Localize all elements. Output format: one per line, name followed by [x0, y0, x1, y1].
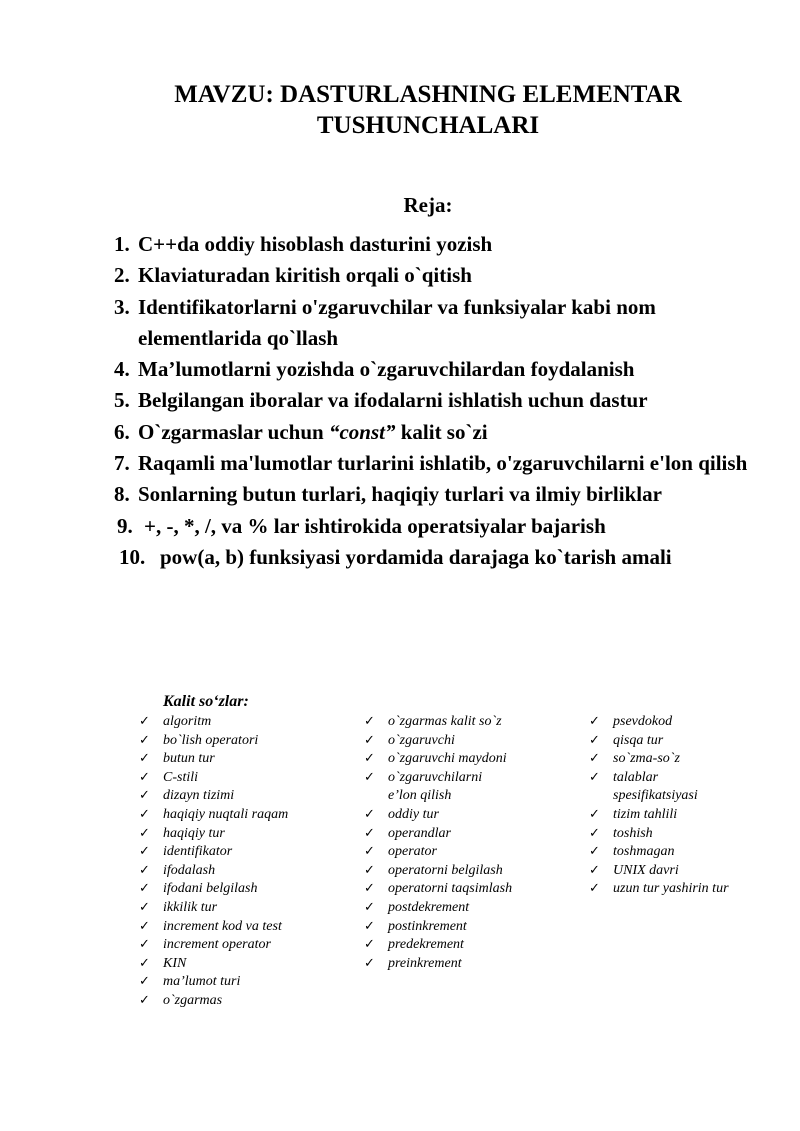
keywords-heading: Kalit so‘zlar:	[163, 693, 249, 710]
keyword-item	[364, 936, 514, 955]
keyword-text: dizayn tizimi	[163, 788, 235, 804]
check-mark-icon: ✓	[364, 751, 375, 767]
check-mark-icon: ✓	[589, 825, 600, 841]
keyword-text: psevdokod	[613, 714, 673, 729]
keyword-text: algoritm	[163, 714, 212, 729]
keyword-text: uzun tur yashirin tur	[613, 881, 729, 897]
keyword-text: operandlar	[388, 825, 451, 841]
keyword-text: talablar spesifikatsiyasi	[613, 769, 698, 804]
keyword-item	[139, 880, 309, 899]
check-mark-icon: ✓	[364, 769, 375, 785]
check-mark-icon: ✓	[589, 844, 600, 860]
const-keyword: “const”	[328, 419, 396, 444]
keyword-text: so`zma-so`z	[613, 751, 680, 767]
check-mark-icon: ✓	[139, 899, 150, 915]
keyword-item	[139, 732, 309, 751]
check-mark-icon: ✓	[589, 751, 600, 767]
check-mark-icon: ✓	[139, 751, 150, 767]
check-mark-icon: ✓	[364, 955, 375, 971]
keyword-item	[139, 713, 309, 732]
check-mark-icon: ✓	[139, 955, 150, 971]
keyword-text: predekrement	[388, 937, 464, 953]
keyword-item	[364, 918, 514, 937]
keyword-item	[364, 806, 514, 825]
keyword-item	[364, 769, 514, 806]
check-mark-icon: ✓	[139, 992, 150, 1008]
keyword-item	[364, 713, 514, 732]
keyword-item	[364, 825, 514, 844]
keyword-text: o`zgaruvchi	[388, 732, 455, 748]
keyword-item	[589, 825, 729, 844]
keyword-item	[589, 880, 729, 899]
keyword-item	[139, 806, 309, 825]
keyword-item	[139, 992, 309, 1011]
keyword-text: ikkilik tur	[163, 899, 218, 915]
check-mark-icon: ✓	[139, 974, 150, 990]
keyword-text: qisqa tur	[613, 732, 664, 748]
keyword-text: postdekrement	[388, 899, 470, 915]
keyword-item	[364, 955, 514, 974]
plan-item: 9. +, -, *, /, va % lar ishtirokida operatsiyalar bajarish	[117, 513, 606, 538]
keyword-item	[589, 750, 729, 769]
check-mark-icon: ✓	[589, 881, 600, 897]
keyword-text: bo`lish operatori	[163, 732, 259, 748]
keyword-text: ifodalash	[163, 862, 216, 878]
check-mark-icon: ✓	[364, 806, 375, 822]
plan-item: 2. Klaviaturadan kiritish orqali o`qitish	[114, 263, 472, 288]
check-mark-icon: ✓	[139, 881, 150, 897]
keyword-text: tizim tahlili	[613, 806, 678, 822]
plan-item: 7. Raqamli ma'lumotlar turlarini ishlatib, o'zgaruvchilarni e'lon qilish	[114, 451, 748, 476]
keyword-item	[589, 862, 729, 881]
title-line-1: MAVZU: DASTURLASHNING ELEMENTAR	[174, 81, 682, 108]
keyword-text: o`zgarmas kalit so`z	[388, 714, 502, 729]
check-mark-icon: ✓	[364, 844, 375, 860]
plan-item: 6. O`zgarmaslar uchun “const” kalit so`zi	[114, 419, 488, 444]
keyword-text: butun tur	[163, 751, 215, 767]
check-mark-icon: ✓	[364, 862, 375, 878]
keywords-column-2	[364, 713, 514, 973]
keyword-item	[589, 769, 729, 806]
keyword-item	[139, 918, 309, 937]
keyword-text: increment operator	[163, 937, 271, 953]
keyword-item	[589, 806, 729, 825]
keyword-text: toshmagan	[613, 844, 675, 860]
keyword-item	[139, 862, 309, 881]
keyword-item	[364, 750, 514, 769]
keyword-item	[364, 862, 514, 881]
check-mark-icon: ✓	[139, 918, 150, 934]
check-mark-icon: ✓	[589, 769, 600, 785]
plan-list	[114, 229, 764, 573]
check-mark-icon: ✓	[139, 937, 150, 953]
check-mark-icon: ✓	[364, 732, 375, 748]
plan-item: 4. Ma’lumotlarni yozishda o`zgaruvchilardan foydalanish	[114, 357, 635, 382]
keyword-text: o`zgaruvchi maydoni	[388, 751, 507, 767]
keyword-item	[139, 936, 309, 955]
plan-item: 10. pow(a, b) funksiyasi yordamida darajaga ko`tarish amali	[119, 544, 672, 569]
keyword-item	[589, 713, 729, 732]
keyword-text: o`zgarmas	[163, 992, 223, 1008]
check-mark-icon: ✓	[364, 937, 375, 953]
keywords-column-1	[139, 713, 309, 1011]
plan-item: 5. Belgilangan iboralar va ifodalarni ishlatish uchun dastur	[114, 388, 648, 413]
check-mark-icon: ✓	[364, 918, 375, 934]
keyword-item	[364, 843, 514, 862]
check-mark-icon: ✓	[589, 862, 600, 878]
keyword-item	[364, 899, 514, 918]
keyword-text: oddiy tur	[388, 806, 439, 822]
keyword-item	[139, 843, 309, 862]
check-mark-icon: ✓	[139, 714, 150, 729]
check-mark-icon: ✓	[589, 732, 600, 748]
keyword-text: ifodani belgilash	[163, 881, 258, 897]
check-mark-icon: ✓	[364, 899, 375, 915]
keyword-text: UNIX davri	[613, 862, 679, 878]
check-mark-icon: ✓	[139, 862, 150, 878]
page-title	[100, 79, 756, 141]
keyword-item	[139, 899, 309, 918]
keyword-text: increment kod va test	[163, 918, 282, 934]
keyword-text: KIN	[163, 955, 187, 971]
keyword-text: postinkrement	[388, 918, 467, 934]
check-mark-icon: ✓	[364, 714, 375, 729]
keyword-text: operator	[388, 844, 437, 860]
keyword-text: C-stili	[163, 769, 199, 785]
keyword-item	[139, 787, 309, 806]
keyword-text: o`zgaruvchilarni e’lon qilish	[388, 769, 483, 804]
check-mark-icon: ✓	[139, 806, 150, 822]
keyword-item	[364, 732, 514, 751]
keyword-item	[139, 750, 309, 769]
check-mark-icon: ✓	[139, 844, 150, 860]
plan-heading: Reja:	[403, 193, 453, 217]
check-mark-icon: ✓	[139, 732, 150, 748]
keywords-column-3	[589, 713, 729, 899]
keyword-text: operatorni taqsimlash	[388, 881, 513, 897]
check-mark-icon: ✓	[139, 825, 150, 841]
check-mark-icon: ✓	[139, 788, 150, 804]
keyword-text: preinkrement	[388, 955, 462, 971]
plan-item: 3. Identifikatorlarni o'zgaruvchilar va funksiyalar kabi nom elementlarida qo`llash	[114, 294, 656, 350]
check-mark-icon: ✓	[139, 769, 150, 785]
keyword-item	[139, 955, 309, 974]
keyword-item	[364, 880, 514, 899]
keyword-text: haqiqiy tur	[163, 825, 225, 841]
check-mark-icon: ✓	[589, 714, 600, 729]
keyword-text: operatorni belgilash	[388, 862, 503, 878]
keyword-item	[139, 769, 309, 788]
keyword-text: ma’lumot turi	[163, 974, 241, 990]
keyword-text: toshish	[613, 825, 653, 841]
keyword-item	[589, 843, 729, 862]
keyword-text: identifikator	[163, 844, 233, 860]
keyword-text: haqiqiy nuqtali raqam	[163, 806, 289, 822]
plan-item: 1. C++da oddiy hisoblash dasturini yozish	[114, 232, 493, 256]
check-mark-icon: ✓	[364, 825, 375, 841]
keyword-item	[139, 825, 309, 844]
plan-item: 8. Sonlarning butun turlari, haqiqiy turlari va ilmiy birliklar	[114, 482, 662, 507]
check-mark-icon: ✓	[589, 806, 600, 822]
check-mark-icon: ✓	[364, 881, 375, 897]
keyword-item	[139, 973, 309, 992]
title-line-2: TUSHUNCHALARI	[316, 112, 540, 139]
keyword-item	[589, 732, 729, 751]
